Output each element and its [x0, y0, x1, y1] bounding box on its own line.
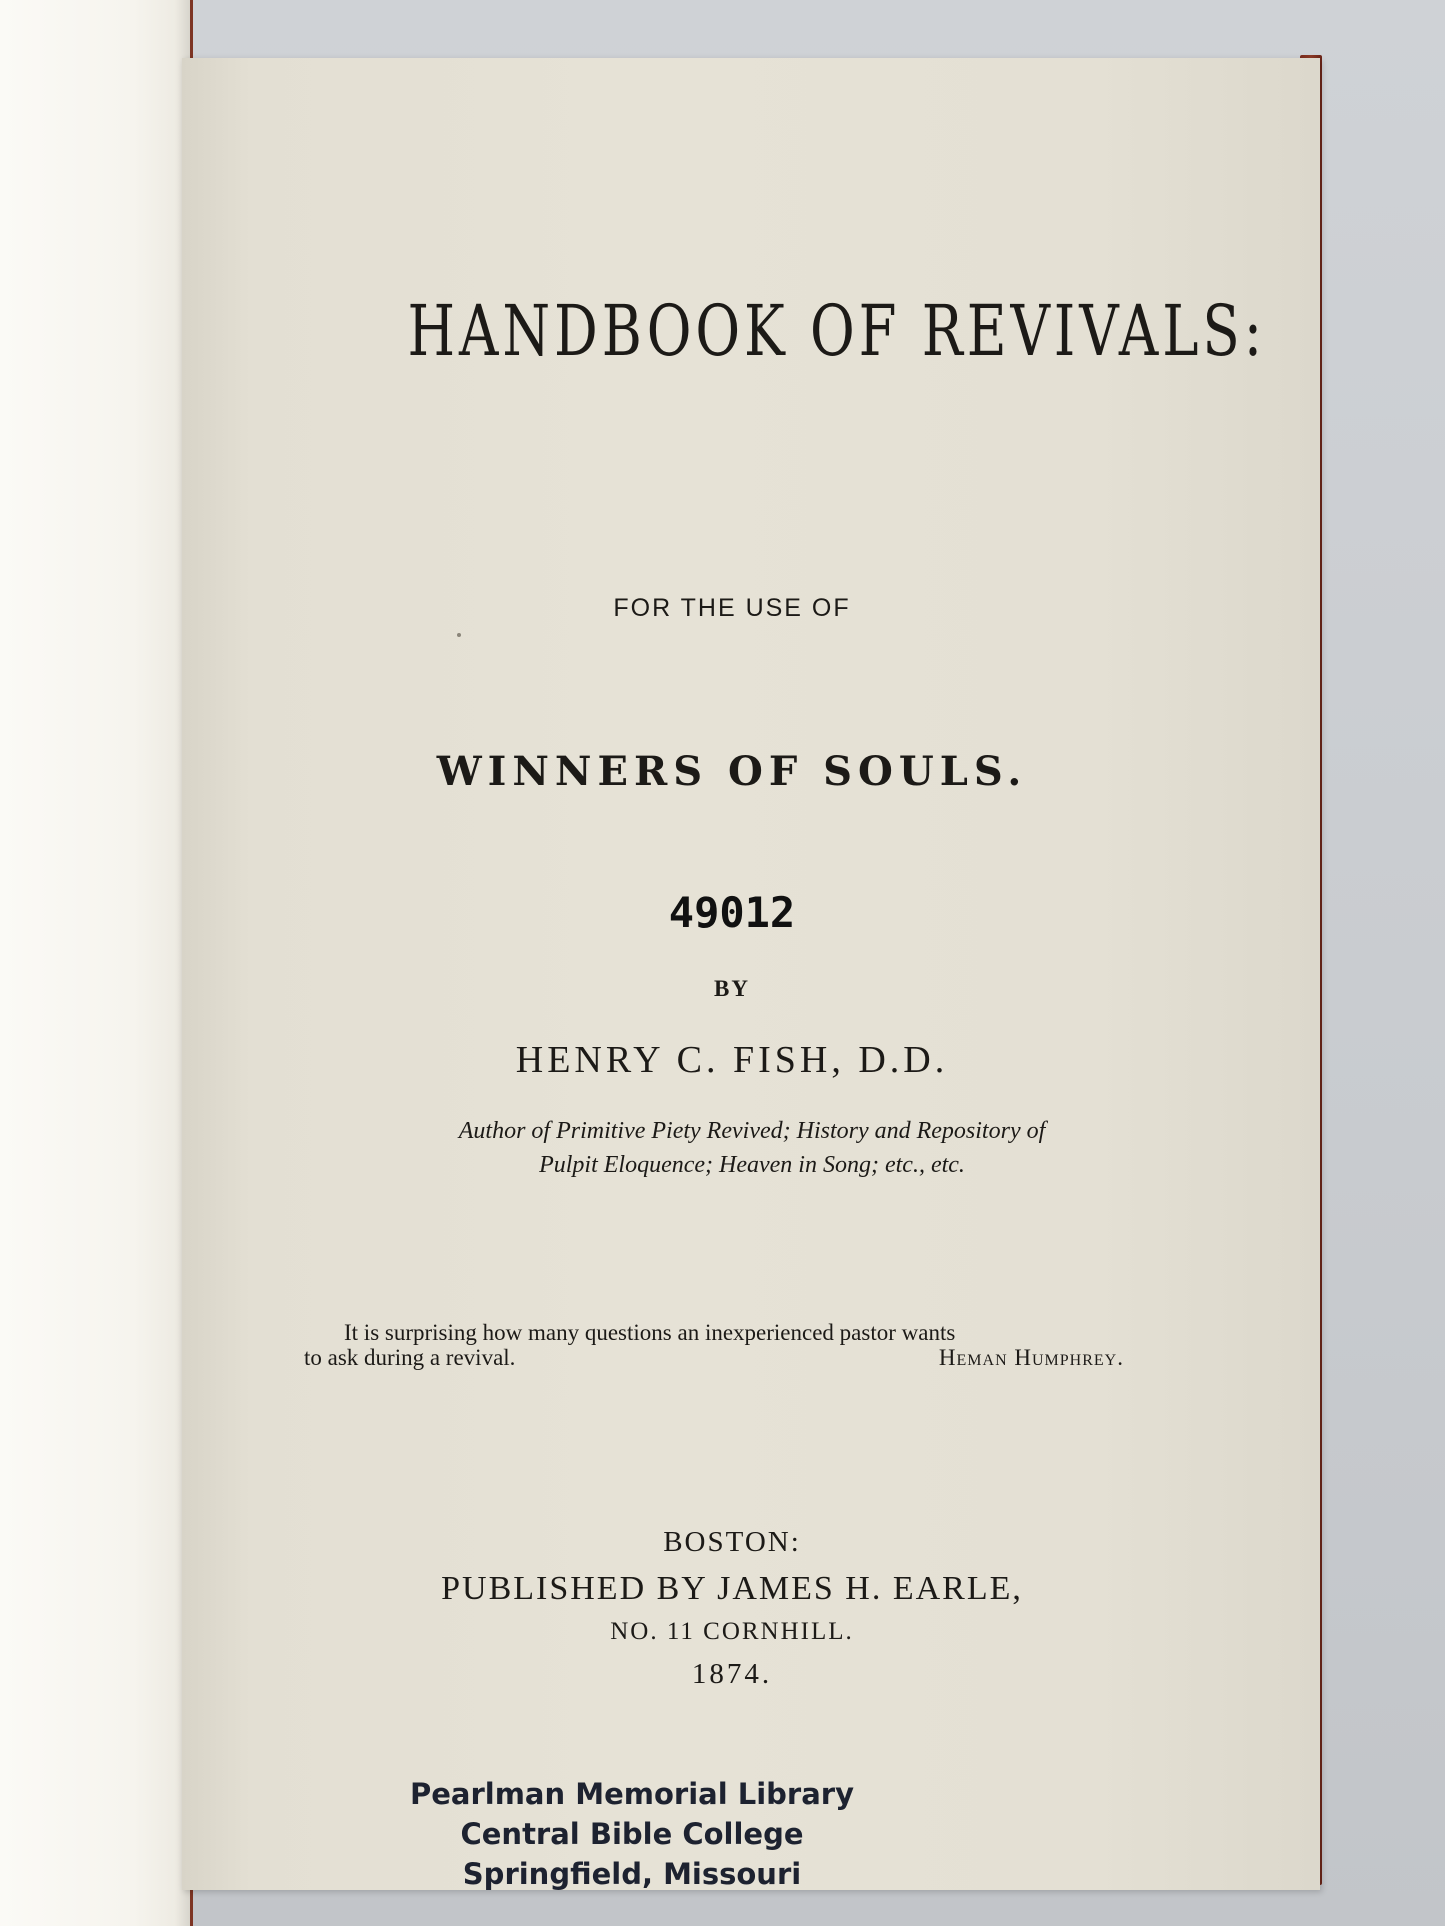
imprint-address: NO. 11 CORNHILL.	[610, 1618, 854, 1645]
imprint-year: 1874.	[691, 1658, 773, 1690]
paper-speck	[457, 633, 461, 637]
book-title: HANDBOOK OF REVIVALS:	[407, 290, 1266, 372]
imprint-publisher: PUBLISHED BY JAMES H. EARLE,	[441, 1570, 1023, 1607]
author-credits	[282, 1114, 1222, 1182]
epigraph-line-1: It is surprising how many questions an inexperienced pastor wants	[344, 1320, 956, 1345]
subtitle-large: WINNERS OF SOULS.	[436, 748, 1028, 795]
library-stamp	[322, 1774, 942, 1894]
imprint-city: BOSTON:	[663, 1526, 801, 1558]
library-stamp-line-3: Springfield, Missouri	[462, 1857, 802, 1891]
library-stamp-line-1: Pearlman Memorial Library	[409, 1777, 855, 1811]
author-name: HENRY C. FISH, D.D.	[515, 1039, 949, 1081]
by-line: BY	[714, 976, 750, 1001]
subtitle-small: FOR THE USE OF	[613, 594, 851, 622]
title-page	[182, 58, 1320, 1890]
library-stamp-line-2: Central Bible College	[460, 1817, 804, 1851]
author-credits-line-2: Pulpit Eloquence; Heaven in Song; etc., etc.	[539, 1152, 965, 1178]
author-credits-line-1: Author of Primitive Piety Revived; History and Repository of	[458, 1118, 1046, 1144]
epigraph-attribution: Heman Humphrey.	[938, 1345, 1124, 1370]
facing-blank-page	[0, 0, 193, 1926]
epigraph	[304, 1320, 1154, 1370]
accession-number-stamp: 49012	[668, 888, 796, 937]
epigraph-line-2: to ask during a revival.	[304, 1345, 516, 1370]
